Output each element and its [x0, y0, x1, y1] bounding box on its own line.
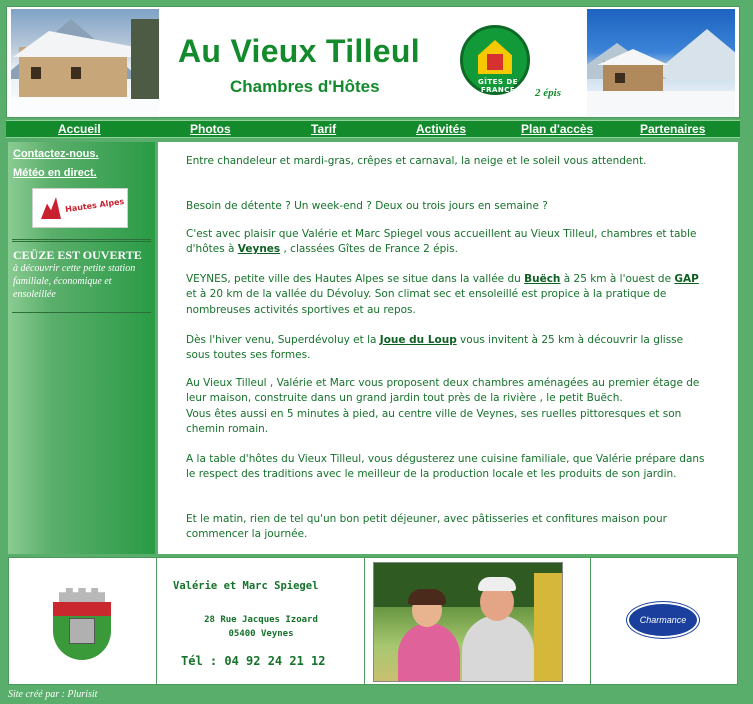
divider [12, 239, 151, 240]
gites-de-france-logo: GÎTES DE FRANCE [460, 25, 530, 95]
site-subtitle: Chambres d'Hôtes [230, 77, 380, 96]
nav-activites[interactable]: Activités [416, 122, 467, 136]
paragraph-petit-dejeuner: Et le matin, rien de tel qu'un bon petit déjeuner, avec pâtisseries et confitures maison pour commencer la journée. [186, 513, 667, 541]
site-header [6, 6, 740, 118]
nav-accueil[interactable]: Accueil [58, 122, 101, 136]
paragraph-detente: Besoin de détente ? Un week-end ? Deux ou trois jours en semaine ? [186, 200, 548, 212]
footer-partner-cell [591, 558, 737, 684]
charmance-logo[interactable]: Charmance [627, 602, 699, 638]
nav-photos[interactable]: Photos [190, 122, 231, 136]
site-footer [8, 557, 738, 685]
buech-link[interactable]: Buëch [524, 273, 561, 285]
main-content [158, 142, 738, 554]
site-title: Au Vieux Tilleul [178, 33, 420, 69]
footer-crest-cell [9, 558, 157, 684]
owner-names: Valérie et Marc Spiegel [173, 580, 319, 592]
paragraph-intro: Entre chandeleur et mardi-gras, crêpes et carnaval, la neige et le soleil vous attendent. [186, 155, 647, 167]
mountain-icon [41, 197, 61, 219]
veynes-crest-icon [53, 588, 111, 660]
footer-contact-cell [157, 558, 365, 684]
paragraph-hiver: Dès l'hiver venu, Superdévoluy et la Joue du Loup vous invitent à 25 km à découvrir la glisse sous toutes ses formes. [186, 334, 684, 362]
paragraph-chambres: Au Vieux Tilleul , Valérie et Marc vous proposent deux chambres aménagées au premier étage de leur maison, construite dans un grand jardin tout près de la rivière , le petit Buëch. Vous êtes aussi en 5 minutes à pied, au centre ville de Veynes, ses ruelles pittoresques et son chemin romain. [186, 377, 700, 435]
promo-text: à découvrir cette petite station familiale, économique et ensoleillée [13, 263, 136, 300]
weather-link[interactable]: Météo en direct. [13, 167, 97, 179]
paragraph-veynes: VEYNES, petite ville des Hautes Alpes se situe dans la vallée du Buëch à 25 km à l'ouest de GAP et à 20 km de la vallée du Dévoluy. Son climat sec et ensoleillé est propice à la pratique de nombreuses activités sportives et au repos. [186, 273, 699, 316]
sidebar [8, 142, 155, 554]
owners-photo [373, 562, 563, 682]
chalet-snow-photo-right [587, 9, 735, 117]
chalet-snow-photo-left [11, 9, 159, 117]
nav-plan-acces[interactable]: Plan d'accès [521, 122, 594, 136]
site-credit: Site créé par : Plurisit [8, 689, 98, 700]
veynes-link[interactable]: Veynes [237, 243, 281, 256]
nav-tarif[interactable]: Tarif [311, 122, 337, 136]
footer-photo-cell [365, 558, 591, 684]
paragraph-table-hotes: A la table d'hôtes du Vieux Tilleul, vous dégusterez une cuisine familiale, que Valérie prépare dans le respect des traditions avec le meilleur de la production locale et les produits de son jardin. [186, 453, 705, 481]
gap-link[interactable]: GAP [674, 273, 699, 285]
phone-number: Tél : 04 92 24 21 12 [181, 654, 326, 668]
promo-title[interactable]: CEÜZE EST OUVERTE [13, 248, 142, 262]
address: 28 Rue Jacques Izoard 05400 Veynes [204, 615, 318, 639]
joue-du-loup-link[interactable]: Joue du Loup [379, 334, 457, 346]
rating-label: 2 épis [535, 87, 561, 99]
header-title-area [162, 7, 586, 117]
main-nav [6, 120, 740, 138]
contact-link[interactable]: Contactez-nous. [13, 148, 99, 160]
paragraph-welcome: C'est avec plaisir que Valérie et Marc Spiegel vous accueillent au Vieux Tilleul, chambres et table d'hôtes à Veynes , classées Gîtes de France 2 épis. [186, 228, 697, 256]
hautes-alpes-logo[interactable]: Hautes Alpes [32, 188, 128, 228]
nav-partenaires[interactable]: Partenaires [640, 122, 706, 136]
